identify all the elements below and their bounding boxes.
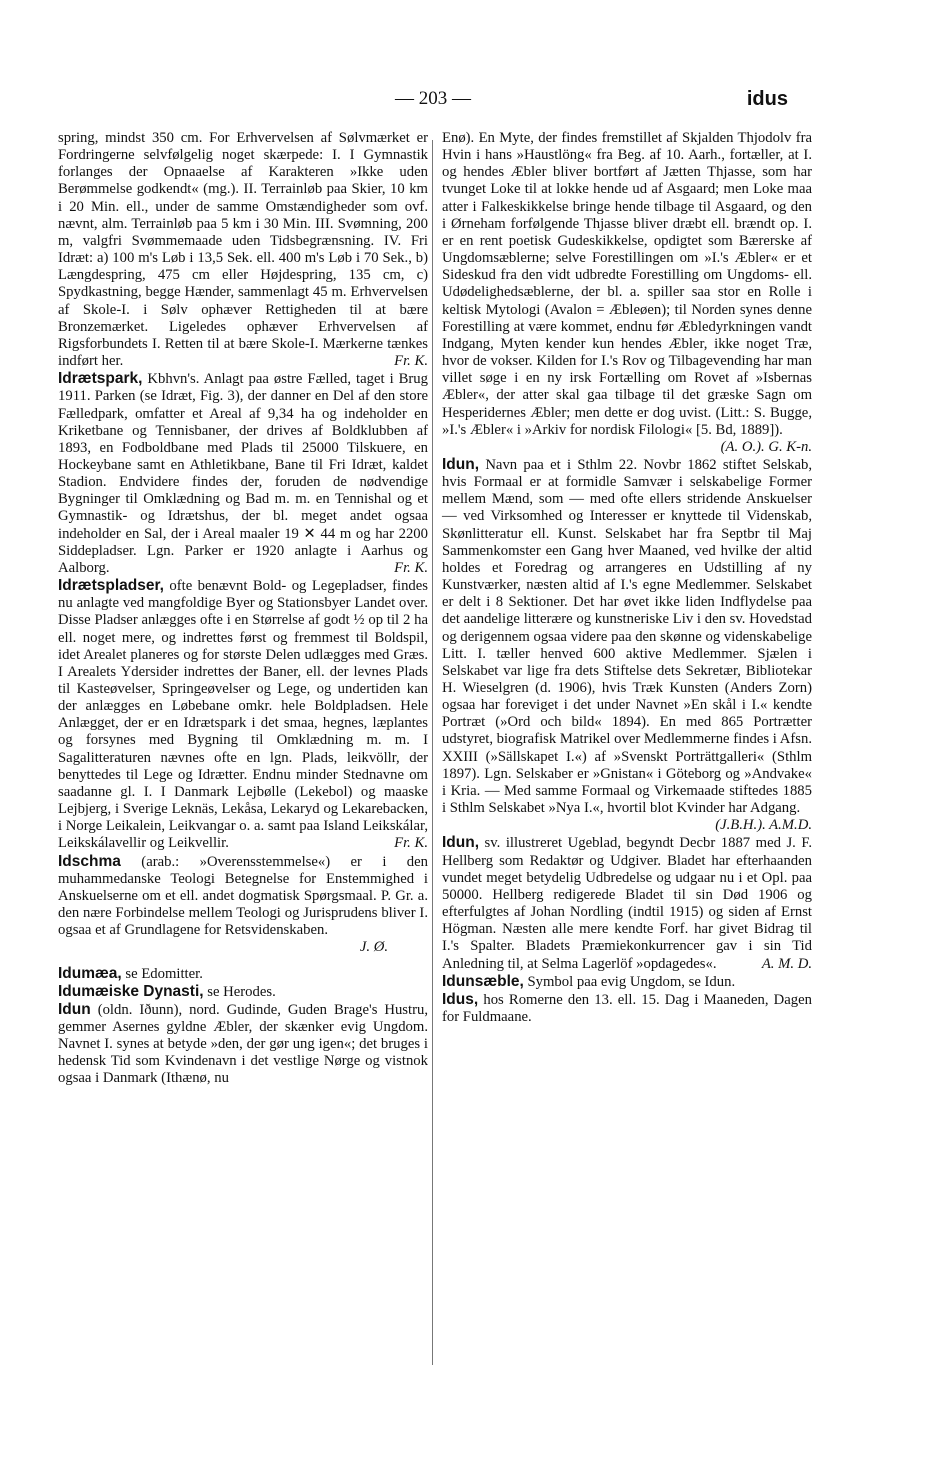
headword: Idunsæble, <box>442 972 524 990</box>
entry-idraetspladser <box>58 577 428 853</box>
entry-text: Navn paa et i Sthlm 22. Novbr 1862 stiftet Selskab, hvis Formaal er at formidle Samvær i selskabelige Former mellem Mænd, som — med ofte ellers stridende Anskuelser — ved Virksomhed og Interesser er knyttede til Videnskab, Skønlitteratur ell. Kunst. Selskabet har fra Septbr til Maj Sammenkomster een Gang hver Maaned, ved hvilke der altid holdes et Foredrag og arrangeres en Udstilling af ny Kunstværker, næsten altid af I.'s egne Medlemmer. Selskabet er delt i 8 Sektioner. Det har øvet ikke liden Indflydelse paa det aandelige litterære og kunstneriske Liv i den sv. Hovedstad og derigennem ogsaa videre paa den skønne og videnskabelige Litt. I. tæller henved 600 aktive Medlemmer. Sjælen i Selskabet var lige fra dets Stiftelse dets Sekretær, Bibliotekar H. Wieselgren (d. 1906), hvis Træk Kunsten (Anders Zorn) ogsaa har foreviget i det under Navnet »En skål i I.« kendte Portræt (»Ord och bild« 1894). En med 865 Portrætter udstyret, biografisk Matrikel over Medlemmerne findes i Afsn. XXIII (»Sällskapet I.«) af »Svenskt Porträttgalleri« (Sthlm 1897). Lgn. Selskaber er »Gnistan« i Göteborg og »Andvake« i Kria. — Med samme Formaal og Virkemaade stiftedes 1885 i Sthlm Selskabet »Nya I.«, hvortil blot Kvinder har Adgang. <box>442 456 812 817</box>
entry-text: (oldn. Iðunn), nord. Gudinde, Guden Brage's Hustru, gemmer Asernes gyldne Æbler, der skænker evig Ungdom. Navnet I. synes at betyde »den, der gør ung igen«; det bruges i hedensk Tid som Kvindenavn i det vestlige Nørge og vistnok ogsaa i Danmark (Ithænø, nu <box>58 1001 429 1087</box>
headword: Idus, <box>442 990 479 1008</box>
column-divider <box>432 140 433 1365</box>
entry-continuation <box>58 130 428 370</box>
entry-signature: (J.B.H.). A.M.D. <box>715 817 812 834</box>
entry-text: se Herodes. <box>207 983 276 1000</box>
running-head: idus <box>746 88 788 110</box>
headword: Idumæa, <box>58 964 122 982</box>
entry-idun-magazine <box>442 834 812 972</box>
entry-idumaeiske-dynasti <box>58 983 428 1001</box>
entry-text: Symbol paa evig Ungdom, se Idun. <box>527 973 736 990</box>
entry-text: spring, mindst 350 cm. For Erhvervelsen af Sølvmærket er Fordringerne selvfølgelig noget skærpede: I. I Gymnastik forlanges der Opnaaelse af Karakteren »Ikke uden Berømmelse godkendt« (mg.). II. Terrainløb paa Skier, 10 km i 20 Min. ell., under de samme Omstændigheder som ovf. nævnt, alm. Terrainløb paa 5 km i 30 Min. III. Svømning, 200 m, valgfri Svømmemaade uden Tidsbegrænsning. IV. Fri Idræt: a) 100 m's Løb i 13,5 Sek. ell. 400 m's Løb i 70 Sek., b) Længdespring, 475 cm eller Højdespring, 135 cm, c) Spydkastning, begge Hænder, sammenlagt 45 m. Erhvervelsen af Skole-I. i Sølv ophæver Rettigheden til at bære Bronzemærket. Ligeledes ophæver Erhvervelsen af Rigsforbundets I. Retten til at bære Skole-I. Mærkerne tænkes indført her. <box>58 130 428 370</box>
headword: Idumæiske Dynasti, <box>58 982 204 1000</box>
entry-text: ofte benævnt Bold- og Legepladser, findes nu anlagte ved mangfoldige Byer og Stationsbyer Landet over. Disse Pladser anlægges ofte i en Størrelse af godt ½ op til 2 ha ell. noget mere, og indrettes først og fremmest til Boldspil, idet Arealet planeres og for største Delen udlægges med Græs. I Arealets Ydersider indrettes der Baner, ell. der levnes Plads til Kasteøvelser, Springeøvelser og Lege, og undertiden kan der anlægges en Løbebane omkr. hele Boldpladsen. Hele Anlægget, der er en Idrætspark i det smaa, hegnes, læplantes og forsynes med Bygning til Omklædning m. m. I Sagalitteraturen nævnes ofte en lgn. Plads, leikvöllr, der benyttedes til Lege og Idrætter. Endnu minder Stednavne om saadanne gl. I. I Danmark Lejbølle (Lekebol) og maaske Lejbjerg, i Sverige Leknäs, Lekåsa, Lekaryd og Lekarebacken, i Norge Leikalein, Leikvangar o. a. samt paa Island Leikskálar, Leikskálavellir og Leikvellir. <box>58 578 428 852</box>
headword: Idun, <box>442 455 480 473</box>
entry-idschma <box>58 853 428 957</box>
entry-signature: Fr. K. <box>394 835 428 852</box>
entry-idraetspark <box>58 370 428 577</box>
right-column <box>442 130 812 1026</box>
left-column <box>58 130 428 1088</box>
page-header <box>0 86 928 116</box>
entry-text: (arab.: »Overensstemmelse«) er i den muhammedanske Teologi Betegnelse for Enstemmighed i Anskuelserne om et ell. andet dogmatisk Spørgsmaal. P. Gr. a. den nære Forbindelse mellem Teologi og Jurisprudens bliver I. ogsaa et af Grundlagene for Retsvidenskaben. <box>58 853 429 939</box>
entry-text: se Edomitter. <box>125 965 203 982</box>
entry-signature: Fr. K. <box>394 559 428 576</box>
entry-signature: Fr. K. <box>394 353 428 370</box>
entry-text: Kbhvn's. Anlagt paa østre Fælled, taget i Brug 1911. Parken (se Idræt, Fig. 3), der danner en Del af den store Fælledpark, omfatter et Areal af 9,34 ha og indeholder en Kriketbane og Tennisbaner, der drives af Boldklubben af 1893, en Fodboldbane med Plads til 25000 Tilskuere, en Hockeybane samt en Athletikbane, Bane til Fri Idræt, kaldet Stadion. Endvidere findes der, foruden de nødvendige Bygninger til Omklædning og Bad m. m. en Tennishal og et Gymnastik- og Idrætshus, der bl. meget andet ogsaa indeholder en Sal, der i Areal maaler 19 ✕ 44 m og har 2200 Siddepladser. Lgn. Parker er 1920 anlagte i Aarhus og Aalborg. <box>58 371 428 576</box>
entry-idumaea <box>58 965 428 983</box>
entry-signature: A. M. D. <box>761 955 812 972</box>
entry-idunsaeble <box>442 973 812 991</box>
page-number: — 203 — <box>395 88 471 109</box>
entry-idun-continuation <box>442 130 812 455</box>
headword: Idschma <box>58 852 121 870</box>
entry-idus <box>442 991 812 1026</box>
headword: Idun <box>58 1000 91 1018</box>
entry-idun-society <box>442 455 812 834</box>
entry-signature: J. Ø. <box>359 939 388 956</box>
entry-signature: (A. O.). G. K-n. <box>720 438 812 455</box>
headword: Idrætspark, <box>58 370 143 388</box>
entry-text: hos Romerne den 13. ell. 15. Dag i Maaneden, Dagen for Fuldmaane. <box>442 991 813 1025</box>
entry-text: sv. illustreret Ugeblad, begyndt Decbr 1887 med J. F. Hellberg som Redaktør og Udgiver. Bladet har efterhaanden vundet meget betydelig Udbredelse og udgaar nu i et Opl. paa 50000. Hellberg redigerede Bladet til sin Død 1906 og efterfulgtes af Johan Nordling (indtil 1915) og siden af Ernst Högman. Næsten alle mere kendte Forf. har givet Bidrag til I.'s Spalter. Bladets Præmiekonkurrencer gav i sin Tid Anledning til, at Selma Lagerlöf »opdagedes«. <box>442 835 813 972</box>
headword: Idun, <box>442 834 480 852</box>
entry-text: Enø). En Myte, der findes fremstillet af Skjalden Thjodolv fra Hvin i hans »Haustlöng« fra Beg. af 10. Aarh., fortæller, at I. og hendes Æbler bliver bortført af Jætten Thjasse, som har tvunget Loke til at lokke hende ud af Asgaard; men Loke maa atter i Falkeskikkelse bringe hende tilbage til Asgaard, og den i Ørneham forfølgende Thjasse bliver dræbt ell. brændt op. I. er en rent poetisk Gudeskikkelse, opdigtet som Bærerske af Ungdomsæblerne; selve Forestillingen om »I.'s Æbler« er et Sideskud fra den vidt udbredte Forestilling om Ungdoms- ell. Udødelighedsæblerne, der bl. a. spiller saa stor en Rolle i keltisk Mytologi (Avalon = Æbleøen); til Norden synes denne Forestilling at være kommet, endnu før Æbledyrkningen vandt Indgang, Myten kender kun hendes Æbler, ikke noget Træ, hvor de vokser. Kilden for I.'s Rov og Tilbagevending har man villet søge i en ny irsk Fortælling om Rovet af »Isbernas Æbler«, der atter skal gaa tilbage til det græske Sagn om Hesperidernes Æbler; men dette er dog uvist. (Litt.: S. Bugge, »I.'s Æbler« i »Arkiv for nordisk Filologi« [5. Bd, 1889]). <box>442 130 812 438</box>
headword: Idrætspladser, <box>58 577 164 595</box>
entry-idun <box>58 1001 428 1088</box>
